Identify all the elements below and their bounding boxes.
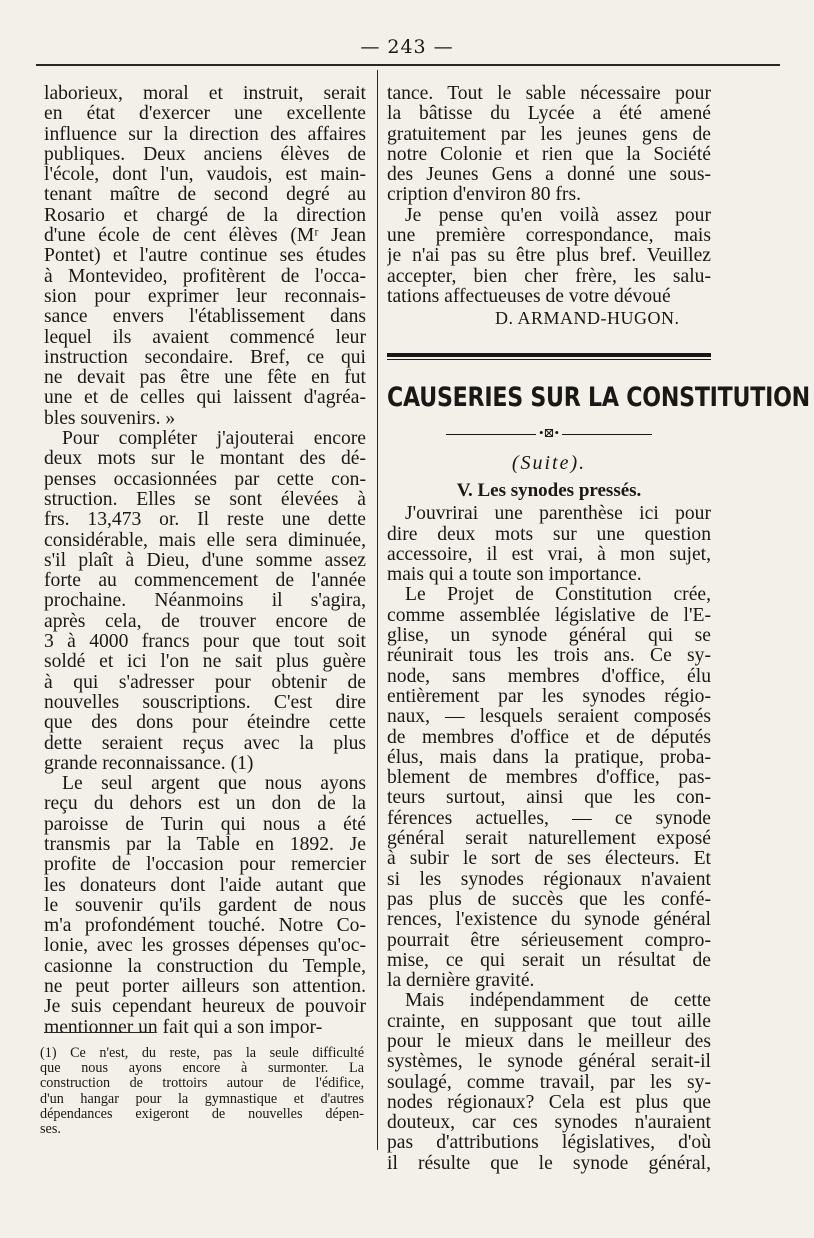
text-line: Pour compléter j'ajouterai encore <box>62 429 366 450</box>
text-line: dette seraient reçus avec la plus <box>44 733 366 754</box>
text-line: influence sur la direction des affaires <box>44 124 366 145</box>
text-line: m'a profondément touché. Notre Co- <box>44 916 366 937</box>
text-line: profite de l'occasion pour remercier <box>44 855 366 876</box>
text-line: systèmes, le synode général serait-il <box>387 1052 711 1073</box>
footnote-rule <box>44 1032 154 1033</box>
text-line: teurs surtout, ainsi que les con- <box>387 788 711 809</box>
text-line: élus, mais dans la pratique, proba- <box>387 747 711 768</box>
text-line: mentionner un fait qui a son impor- <box>44 1017 323 1038</box>
text-line: nodes régionaux? Cela est plus que <box>387 1092 711 1113</box>
text-line: que des dons pour éteindre cette <box>44 713 366 734</box>
text-line: frs. 13,473 or. Il reste une dette <box>44 510 366 531</box>
text-line: gratuitement par les jeunes gens de <box>387 124 711 145</box>
text-line: paroisse de Turin qui nous a été <box>44 814 366 835</box>
text-line: la dernière gravité. <box>387 971 535 992</box>
text-line: laborieux, moral et instruit, serait <box>44 84 366 104</box>
text-line: J'ouvrirai une parenthèse ici pour <box>405 504 711 525</box>
text-line: nouvelles souscriptions. C'est dire <box>44 692 366 713</box>
text-line: 3 à 4000 francs pour que tout soit <box>44 632 366 653</box>
text-line: lequel ils avaient commencé leur <box>44 327 366 348</box>
text-line: construction de trottoirs autour de l'édifice, <box>40 1076 364 1092</box>
text-line: pas plus de succès que les confé- <box>387 889 711 910</box>
text-line: ne devait pas être une fête en fut <box>44 368 366 389</box>
text-line: une et de celles qui laissent d'agréa- <box>44 388 366 409</box>
text-line: en état d'exercer une excellente <box>44 104 366 125</box>
text-line: si les synodes régionaux n'avaient <box>387 869 711 890</box>
text-line: douteux, car ces synodes n'auraient <box>387 1113 711 1134</box>
text-line: dépendances exigeront de nouvelles dépen- <box>40 1106 364 1122</box>
text-line: de membres d'office et de députés <box>387 727 711 748</box>
text-line: instruction secondaire. Bref, ce qui <box>44 347 366 368</box>
text-line: à subir le sort de ses électeurs. Et <box>387 849 711 870</box>
text-line: tenant maître de second degré au <box>44 185 366 206</box>
text-line: Mais indépendamment de cette <box>405 991 711 1012</box>
text-line: l'école, dont l'un, vaudois, est main- <box>44 165 366 186</box>
text-line: sion pour exprimer leur reconnais- <box>44 286 366 307</box>
signature: D. ARMAND-HUGON. <box>495 308 680 329</box>
text-line: notre Colonie et rien que la Société <box>387 144 711 165</box>
text-line: férences actuelles, — ce synode <box>387 808 711 829</box>
section-title: CAUSERIES SUR LA CONSTITUTION <box>387 382 810 414</box>
text-line: que nous ayons encore à surmonter. La <box>40 1061 364 1077</box>
page-number: — 243 — <box>360 36 454 58</box>
text-line: transmis par la Table en 1892. Je <box>44 834 366 855</box>
ornament-glyph: •⊠• <box>539 425 559 441</box>
text-line: Pontet) et l'autre continue ses études <box>44 246 366 267</box>
text-line: la bâtisse du Lycée a été amené <box>387 104 711 125</box>
text-line: Je pense qu'en voilà assez pour <box>405 205 711 226</box>
text-line: des Jeunes Gens a donné une sous- <box>387 165 711 186</box>
text-line: struction. Elles se sont élevées à <box>44 489 366 510</box>
text-line: glise, un synode général qui se <box>387 626 711 647</box>
text-line: (1) Ce n'est, du reste, pas la seule difficulté <box>40 1046 364 1061</box>
ornament-bar-right <box>562 434 652 435</box>
left-column <box>44 84 366 1038</box>
text-line: accessoire, il est vrai, à mon sujet, <box>387 544 711 565</box>
text-line: bles souvenirs. » <box>44 408 176 429</box>
text-line: casionne la construction du Temple, <box>44 956 366 977</box>
text-line: soulagé, comme travail, par les sy- <box>387 1072 711 1093</box>
text-line: considérable, mais elle sera diminuée, <box>44 530 366 551</box>
ornament-bar-left <box>446 434 536 435</box>
text-line: pas d'attributions législatives, d'où <box>387 1133 711 1154</box>
text-line: s'il plaît à Dieu, d'une somme assez <box>44 550 366 571</box>
chapter-heading: V. Les synodes pressés. <box>456 480 642 502</box>
text-line: prochaine. Néanmoins il s'agira, <box>44 591 366 612</box>
text-line: il résulte que le synode général, <box>387 1153 711 1174</box>
text-line: d'un hangar pour la gymnastique et d'autres <box>40 1091 364 1107</box>
text-line: mais qui a toute son importance. <box>387 565 642 586</box>
text-line: pour le mieux dans le meilleur des <box>387 1031 711 1052</box>
text-line: forte au commencement de l'année <box>44 571 366 592</box>
header-rule <box>36 64 780 66</box>
text-line: Rosario et chargé de la direction <box>44 205 366 226</box>
text-line: je n'ai pas su être plus bref. Veuillez <box>387 246 711 267</box>
text-line: les donateurs dont l'aide autant que <box>44 875 366 896</box>
text-line: général serait naturellement exposé <box>387 829 711 850</box>
text-line: pourrait être sérieusement compro- <box>387 930 711 951</box>
text-line: reçu du dehors est un don de la <box>44 794 366 815</box>
text-line: deux mots sur le montant des dé- <box>44 449 366 470</box>
text-line: lonie, avec les grosses dépenses qu'oc- <box>44 936 366 957</box>
text-line: à Montevideo, profitèrent de l'occa- <box>44 266 366 287</box>
text-line: après cela, de trouver encore de <box>44 611 366 632</box>
text-line: à qui s'adresser pour obtenir de <box>44 672 366 693</box>
text-line: dire deux mots sur une question <box>387 524 711 545</box>
text-line: tance. Tout le sable nécessaire pour <box>387 84 711 104</box>
text-line: naux, — lesquels seraient composés <box>387 707 711 728</box>
text-line: penses occasionnées par cette con- <box>44 469 366 490</box>
text-line: crainte, en supposant que tout aille <box>387 1011 711 1032</box>
text-line: blement de membres d'office, pas- <box>387 768 711 789</box>
section-body <box>387 504 711 1174</box>
text-line: une première correspondance, mais <box>387 226 711 247</box>
text-line: rences, l'existence du synode général <box>387 910 711 931</box>
text-line: sance envers l'établissement dans <box>44 307 366 328</box>
text-line: Le seul argent que nous ayons <box>62 774 366 795</box>
text-line: Le Projet de Constitution crée, <box>405 585 711 606</box>
footnote <box>40 1046 364 1137</box>
text-line: entièrement par les synodes régio- <box>387 686 711 707</box>
text-line: d'une école de cent élèves (Mʳ Jean <box>44 226 366 247</box>
text-line: soldé et ici l'on ne sait plus guère <box>44 652 366 673</box>
section-subtitle: (Suite). <box>511 452 587 475</box>
text-line: node, sans membres d'office, élu <box>387 666 711 687</box>
text-line: accepter, bien cher frère, les salu- <box>387 266 711 287</box>
column-divider <box>377 70 378 1150</box>
right-column <box>387 84 810 1174</box>
text-line: publiques. Deux anciens élèves de <box>44 144 366 165</box>
section-rule-thick <box>387 353 711 357</box>
text-line: ne peut porter ailleurs son attention. <box>44 977 366 998</box>
text-line: cription d'environ 80 frs. <box>387 185 581 206</box>
text-line: ses. <box>40 1121 61 1137</box>
text-line: tations affectueuses de votre dévoué <box>387 286 671 307</box>
text-line: mise, ce qui serait un résultat de <box>387 950 711 971</box>
letter-ending <box>387 84 711 307</box>
text-line: grande reconnaissance. (1) <box>44 753 254 774</box>
text-line: Je suis cependant heureux de pouvoir <box>44 997 366 1018</box>
title-ornament <box>387 422 711 444</box>
text-line: réunirait tous les trois ans. Ce sy- <box>387 646 711 667</box>
section-rule-thin <box>387 359 711 360</box>
text-line: comme assemblée législative de l'E- <box>387 605 711 626</box>
text-line: le souvenir qu'ils gardent de nous <box>44 895 366 916</box>
